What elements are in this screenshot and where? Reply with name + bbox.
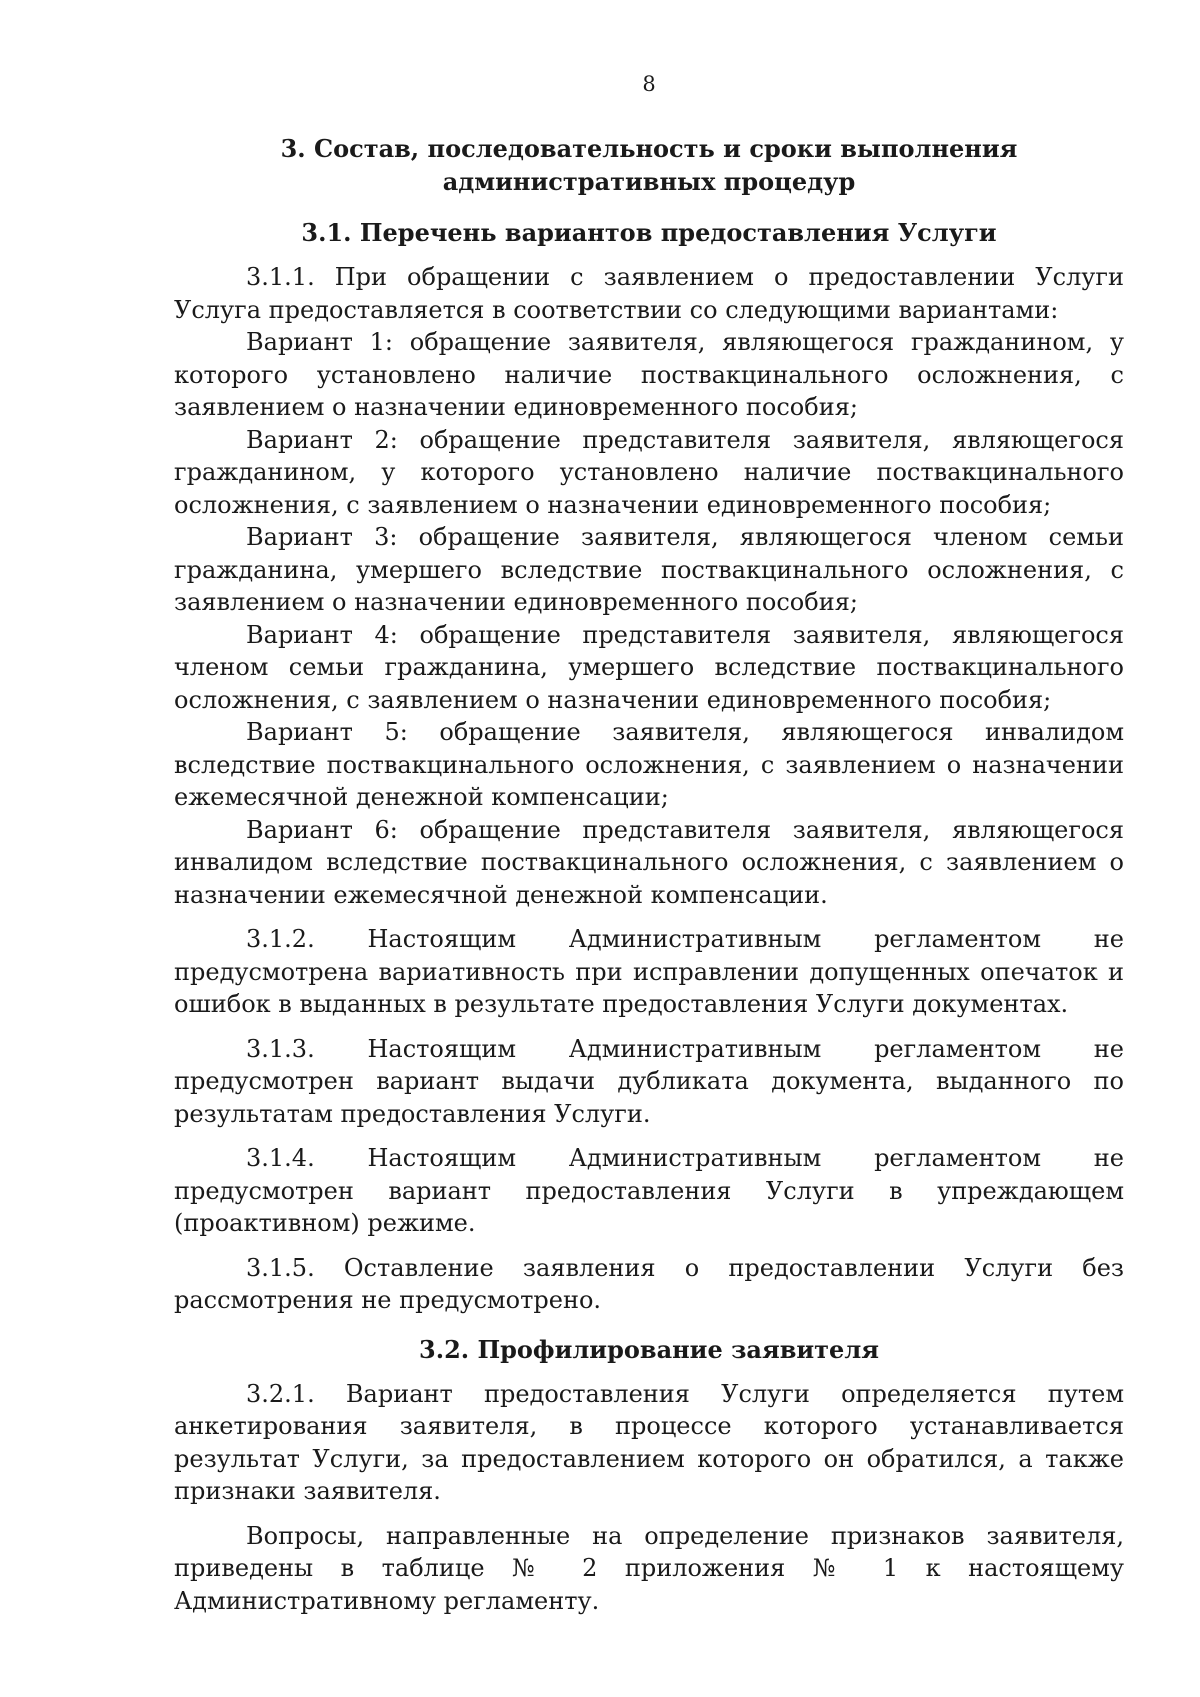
paragraph-questions: Вопросы, направленные на определение признаков заявителя, приведены в таблице № 2 приложения № 1 к настоящему Административному регламенту. xyxy=(174,1521,1124,1615)
paragraph-3-2-1: 3.2.1. Вариант предоставления Услуги определяется путем анкетирования заявителя, в процессе которого устанавливается результат Услуги, за предоставлением которого он обратился, а также признаки заявителя. xyxy=(174,1379,1124,1505)
subsection-title-3-2: 3.2. Профилирование заявителя xyxy=(419,1334,879,1364)
paragraph-3-1-1: 3.1.1. При обращении с заявлением о предоставлении Услуги Услуга предоставляется в соответствии со следующими вариантами: xyxy=(174,263,1124,324)
variant-item: Вариант 4: обращение представителя заявителя, являющегося членом семьи гражданина, умершего вследствие поствакцинального осложнения, с заявлением о назначении единовременного пособия; xyxy=(174,620,1124,714)
variant-item: Вариант 6: обращение представителя заявителя, являющегося инвалидом вследствие поствакцинального осложнения, с заявлением о назначении ежемесячной денежной компенсации. xyxy=(174,815,1124,909)
variant-item: Вариант 1: обращение заявителя, являющегося гражданином, у которого установлено наличие поствакцинального осложнения, с заявлением о назначении единовременного пособия; xyxy=(174,328,1124,421)
section-title: 3. Состав, последовательность и сроки выполнения административных процедур xyxy=(280,134,1018,196)
variant-item: Вариант 3: обращение заявителя, являющегося членом семьи гражданина, умершего вследствие поствакцинального осложнения, с заявлением о назначении единовременного пособия; xyxy=(174,523,1124,616)
subsection-title-3-1: 3.1. Перечень вариантов предоставления Услуги xyxy=(301,218,997,247)
page-number: 8 xyxy=(642,72,656,96)
variant-item: Вариант 5: обращение заявителя, являющегося инвалидом вследствие поствакцинального осложнения, с заявлением о назначении ежемесячной денежной компенсации; xyxy=(174,718,1124,811)
paragraph-3-1-5: 3.1.5. Оставление заявления о предоставлении Услуги без рассмотрения не предусмотрено. xyxy=(174,1253,1124,1314)
variant-item: Вариант 2: обращение представителя заявителя, являющегося гражданином, у которого установлено наличие поствакцинального осложнения, с заявлением о назначении единовременного пособия; xyxy=(174,425,1124,519)
document-page xyxy=(174,70,1124,1617)
paragraph-3-1-2: 3.1.2. Настоящим Административным регламентом не предусмотрена вариативность при исправлении допущенных опечаток и ошибок в выданных в результате предоставления Услуги документах. xyxy=(174,925,1124,1018)
paragraph-3-1-3: 3.1.3. Настоящим Административным регламентом не предусмотрен вариант выдачи дубликата документа, выданного по результатам предоставления Услуги. xyxy=(174,1034,1124,1128)
paragraph-3-1-4: 3.1.4. Настоящим Административным регламентом не предусмотрен вариант предоставления Услуги в упреждающем (проактивном) режиме. xyxy=(174,1144,1124,1237)
